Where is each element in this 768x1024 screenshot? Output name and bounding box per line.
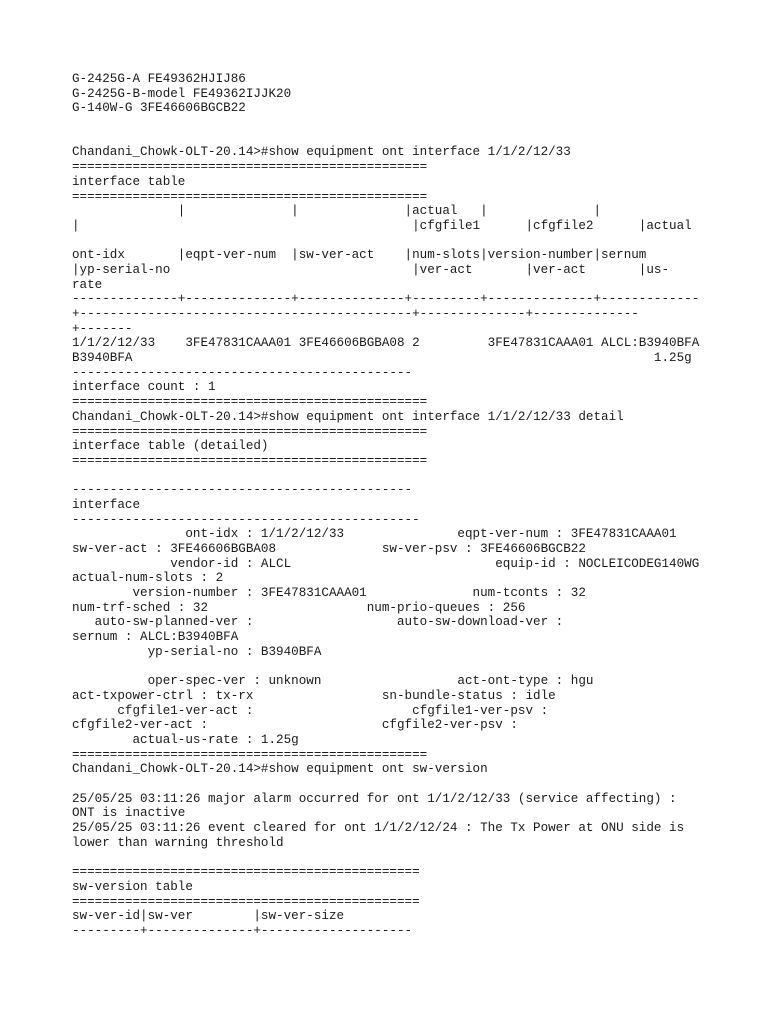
table-divider-line: +------- bbox=[72, 321, 133, 336]
table-row: B3940BFA 1.25g bbox=[72, 351, 692, 366]
detail-line: vendor-id : ALCL equip-id : NOCLEICODEG140WG bbox=[72, 556, 700, 571]
text-line: G-2425G-A FE49362HJIJ86 bbox=[72, 72, 246, 86]
text-line bbox=[72, 234, 712, 249]
text-line bbox=[72, 777, 712, 792]
table-divider-line: +--------------------------------------------+--------------+-------------- bbox=[72, 307, 639, 321]
section-title: interface bbox=[72, 497, 141, 512]
text-line bbox=[72, 469, 712, 484]
detail-line: ont-idx : 1/1/2/12/33 eqpt-ver-num : 3FE47831CAAA01 bbox=[72, 527, 677, 542]
detail-line: auto-sw-planned-ver : auto-sw-download-ver : bbox=[72, 615, 564, 630]
separator-line: =============================================== bbox=[72, 189, 428, 204]
table-header-line: | | |actual | | bbox=[72, 204, 602, 219]
table-header-line: sw-ver-id|sw-ver |sw-ver-size bbox=[72, 909, 345, 924]
table-header-line: | |cfgfile1 |cfgfile2 |actual bbox=[72, 218, 692, 233]
detail-line: sernum : ALCL:B3940BFA bbox=[72, 630, 239, 645]
separator-line: =============================================== bbox=[72, 747, 428, 762]
section-title: interface table bbox=[72, 174, 186, 189]
table-divider-line: ---------+--------------+-------------------- bbox=[72, 923, 413, 938]
command-line: Chandani_Chowk-OLT-20.14>#show equipment ont sw-version bbox=[72, 762, 488, 777]
section-title: interface table (detailed) bbox=[72, 439, 269, 454]
alarm-line: 25/05/25 03:11:26 event cleared for ont 1/1/2/12/24 : The Tx Power at ONU side is bbox=[72, 821, 685, 836]
command-line: Chandani_Chowk-OLT-20.14>#show equipment ont interface 1/1/2/12/33 detail bbox=[72, 409, 624, 424]
alarm-line: 25/05/25 03:11:26 major alarm occurred for ont 1/1/2/12/33 (service affecting) : bbox=[72, 791, 677, 806]
detail-line: act-txpower-ctrl : tx-rx sn-bundle-status : idle bbox=[72, 688, 556, 703]
detail-line: oper-spec-ver : unknown act-ont-type : hgu bbox=[72, 674, 594, 689]
detail-line: version-number : 3FE47831CAAA01 num-tconts : 32 bbox=[72, 586, 586, 601]
count-line: interface count : 1 bbox=[72, 380, 216, 395]
section-title: sw-version table bbox=[72, 879, 193, 894]
separator-line: =============================================== bbox=[72, 160, 428, 175]
detail-line: cfgfile1-ver-act : cfgfile1-ver-psv : bbox=[72, 703, 549, 718]
separator-line: ============================================== bbox=[72, 894, 420, 909]
detail-line: cfgfile2-ver-act : cfgfile2-ver-psv : bbox=[72, 718, 518, 733]
text-line bbox=[72, 116, 712, 131]
separator-line: =============================================== bbox=[72, 424, 428, 439]
separator-line: ============================================== bbox=[72, 865, 420, 880]
separator-line: ---------------------------------------------- bbox=[72, 512, 420, 527]
alarm-line: ONT is inactive bbox=[72, 806, 186, 821]
table-header-line: rate bbox=[72, 277, 103, 292]
text-line bbox=[72, 660, 712, 675]
detail-line: yp-serial-no : B3940BFA bbox=[72, 644, 322, 659]
detail-line: actual-num-slots : 2 bbox=[72, 571, 224, 586]
separator-line: --------------------------------------------- bbox=[72, 365, 413, 380]
detail-line: actual-us-rate : 1.25g bbox=[72, 732, 299, 747]
command-line: Chandani_Chowk-OLT-20.14>#show equipment ont interface 1/1/2/12/33 bbox=[72, 145, 571, 160]
text-line bbox=[72, 850, 712, 865]
detail-line: num-trf-sched : 32 num-prio-queues : 256 bbox=[72, 600, 526, 615]
table-header-line: ont-idx |eqpt-ver-num |sw-ver-act |num-slots|version-number|sernum bbox=[72, 248, 647, 263]
detail-line: sw-ver-act : 3FE46606BGBA08 sw-ver-psv : 3FE46606BGCB22 bbox=[72, 542, 586, 556]
separator-line: =============================================== bbox=[72, 395, 428, 410]
separator-line: =============================================== bbox=[72, 453, 428, 468]
text-line bbox=[72, 131, 712, 146]
text-line: G-2425G-B-model FE49362IJJK20 bbox=[72, 86, 292, 101]
table-divider-line: --------------+--------------+--------------+---------+--------------+------------- bbox=[72, 292, 700, 307]
text-line: G-140W-G 3FE46606BGCB22 bbox=[72, 101, 246, 116]
separator-line: --------------------------------------------- bbox=[72, 483, 413, 498]
table-row: 1/1/2/12/33 3FE47831CAAA01 3FE46606BGBA08 2 3FE47831CAAA01 ALCL:B3940BFA bbox=[72, 336, 700, 351]
document-page bbox=[72, 72, 712, 939]
table-header-line: |yp-serial-no |ver-act |ver-act |us- bbox=[72, 262, 670, 277]
alarm-line: lower than warning threshold bbox=[72, 835, 284, 850]
